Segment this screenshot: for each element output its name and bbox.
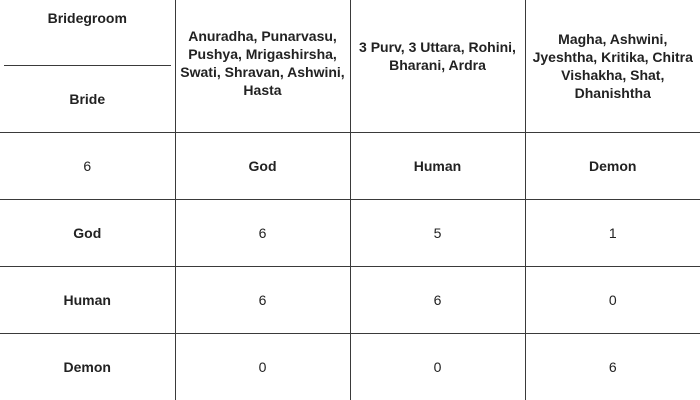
table-cell: 0 [525,266,700,333]
table-row [0,266,700,333]
gana-demon-label: Demon [525,132,700,199]
table-cell: 6 [175,266,350,333]
row-label-demon: Demon [0,333,175,400]
row-label-human: Human [0,266,175,333]
bridegroom-label: Bridegroom [47,9,127,26]
table-cell: 5 [350,199,525,266]
header-col-human-nakshatras: 3 Purv, 3 Uttara, Rohini, Bharani, Ardra [350,0,525,132]
table-cell: 6 [350,266,525,333]
row-label-god: God [0,199,175,266]
table-cell: 1 [525,199,700,266]
gana-human-label: Human [350,132,525,199]
header-row [0,0,700,132]
points-cell: 6 [0,132,175,199]
header-col-god-nakshatras: Anuradha, Punarvasu, Pushya, Mrigashirsha, Swati, Shravan, Ashwini, Hasta [175,0,350,132]
bride-label: Bride [69,90,106,107]
gana-god-label: God [175,132,350,199]
table-cell: 6 [525,333,700,400]
table-cell: 0 [175,333,350,400]
table-row [0,199,700,266]
table-row [0,333,700,400]
table-cell: 6 [175,199,350,266]
header-col-demon-nakshatras: Magha, Ashwini, Jyeshtha, Kritika, Chitra Vishakha, Shat, Dhanishtha [525,0,700,132]
gana-label-row [0,132,700,199]
corner-header-cell [0,0,175,132]
table-cell: 0 [350,333,525,400]
